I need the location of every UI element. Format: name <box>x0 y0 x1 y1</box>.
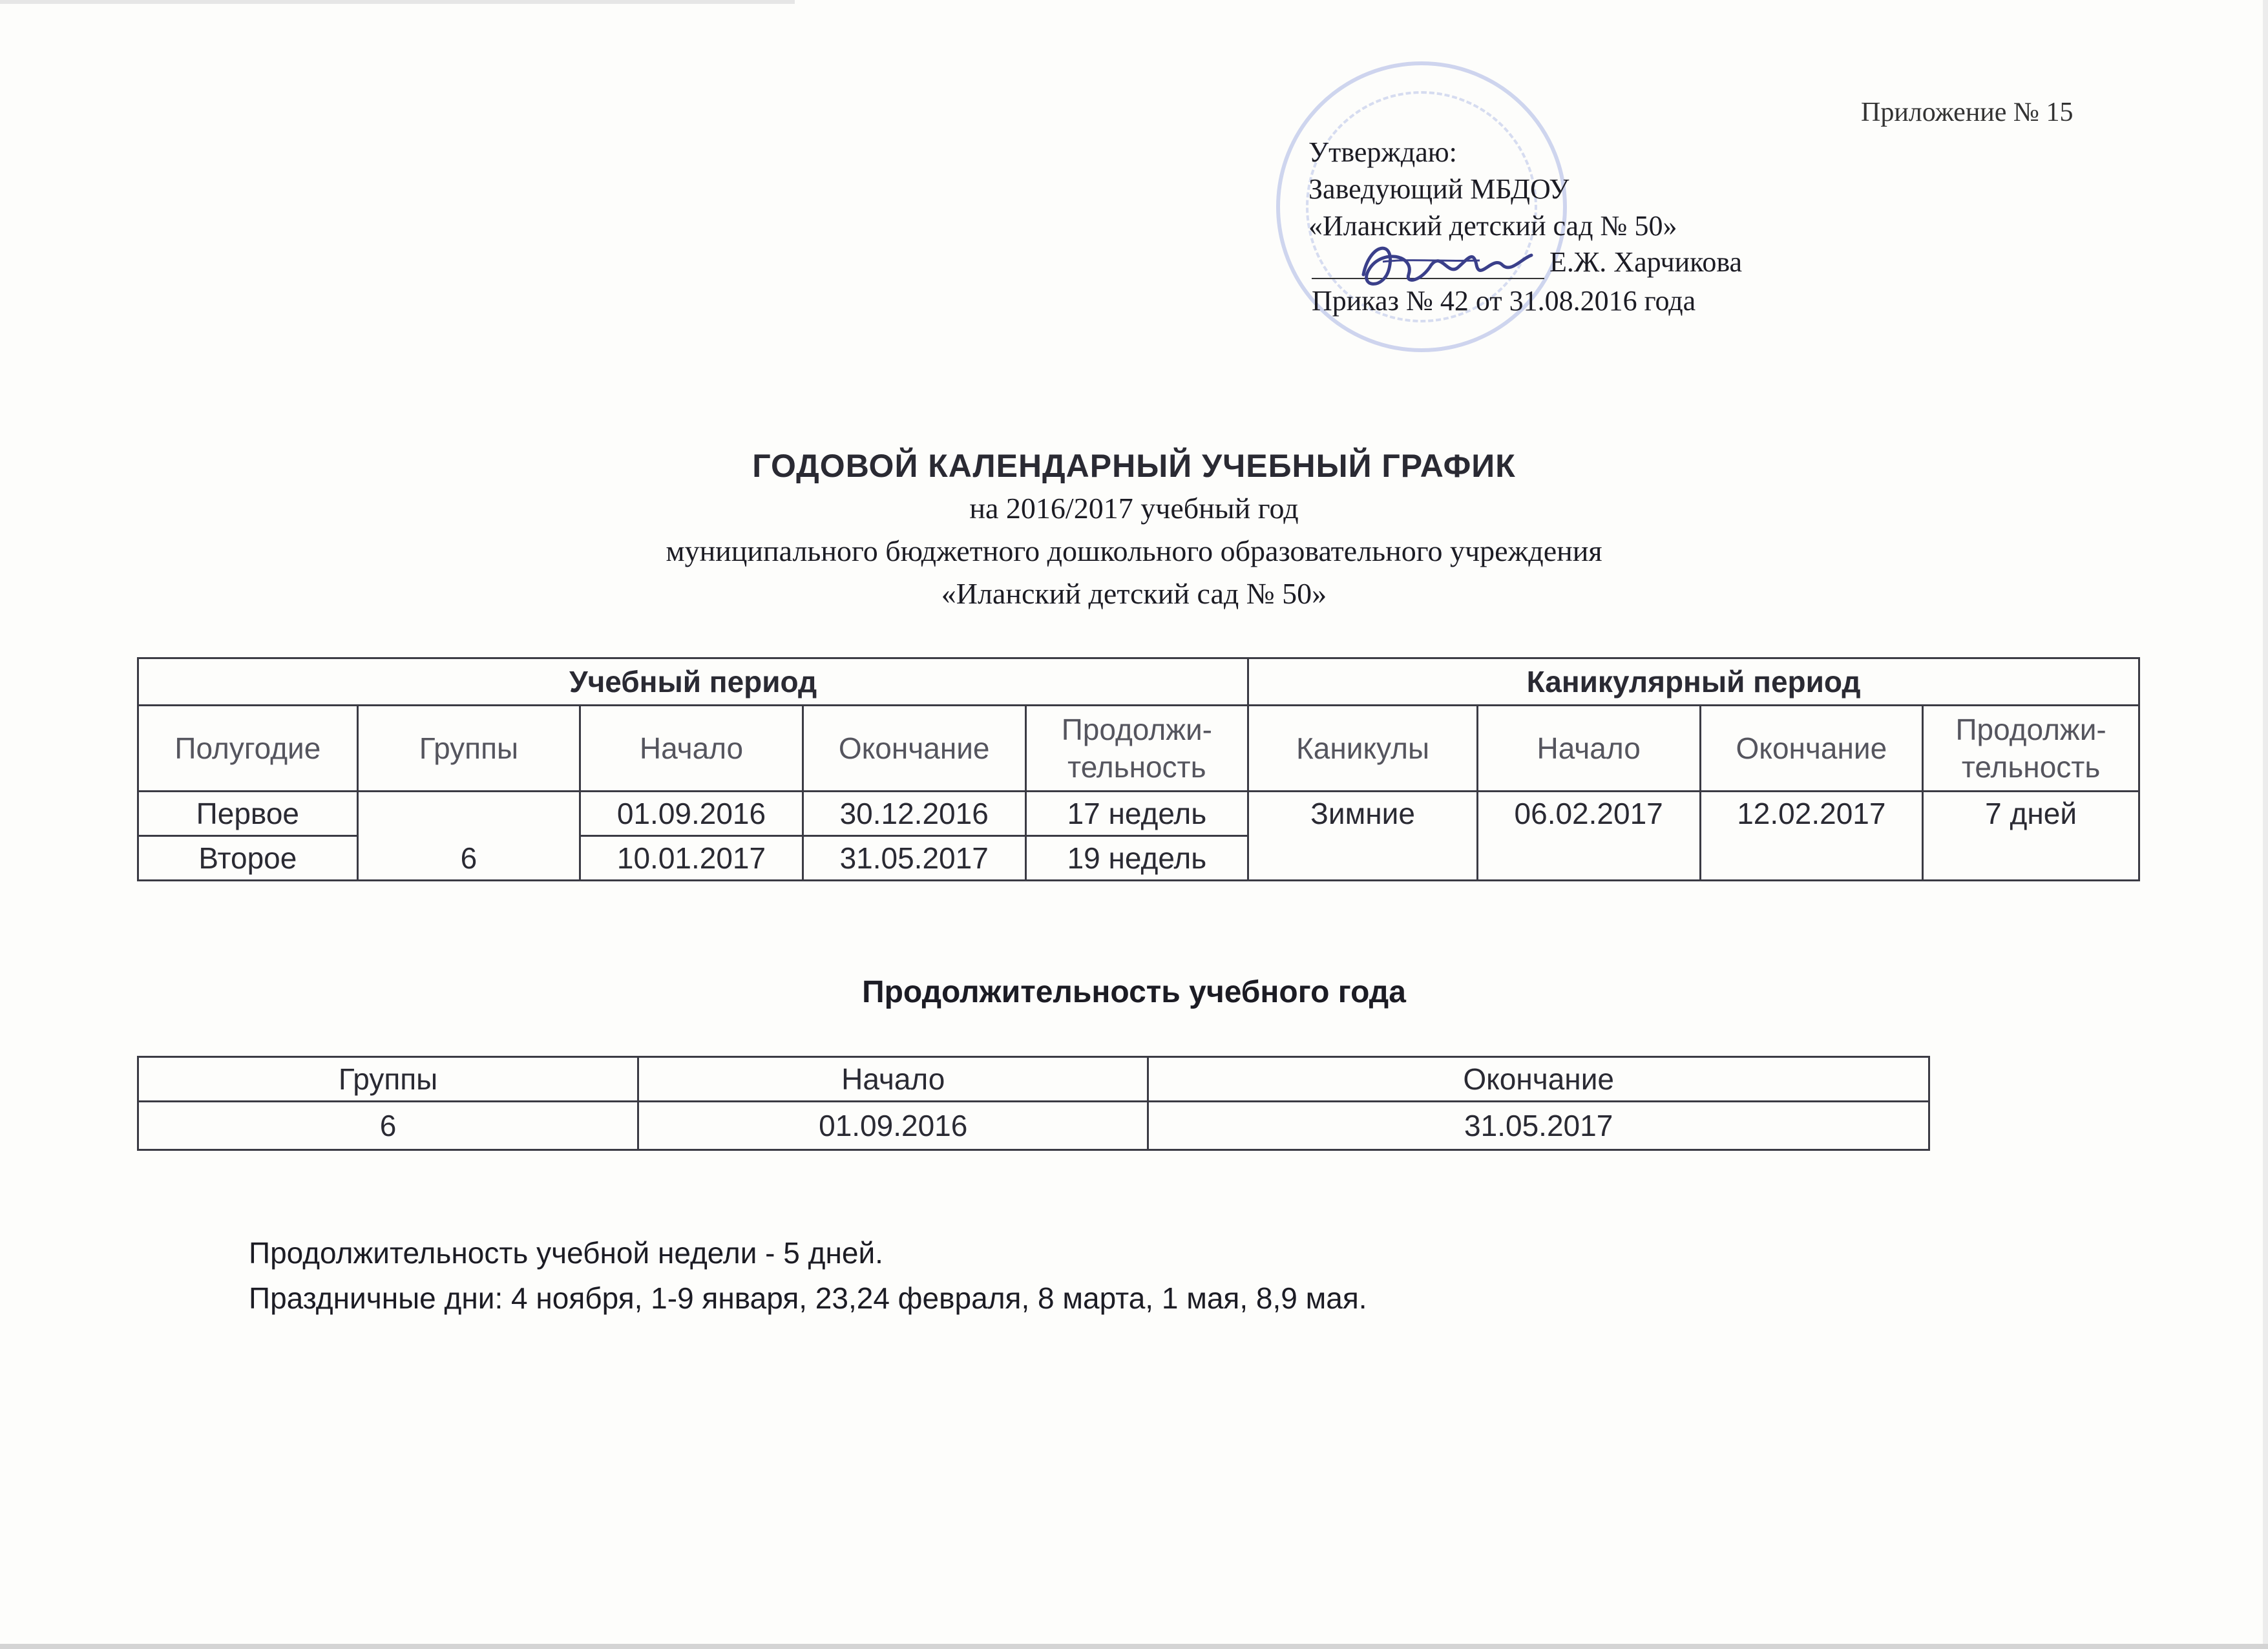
approval-order: Приказ № 42 от 31.08.2016 года <box>1312 285 1696 317</box>
end-date-cell: 30.12.2016 <box>803 792 1025 836</box>
half-year-cell: Второе <box>138 836 358 881</box>
schedule-group-header-row <box>138 658 2139 706</box>
column-header: Продолжи-тельность <box>1025 706 1248 792</box>
appendix-label: Приложение № 15 <box>1861 98 2074 127</box>
column-header: Окончание <box>1148 1057 1929 1102</box>
end-date-cell: 31.05.2017 <box>1148 1102 1929 1150</box>
approval-line-approve: Утверждаю: <box>1308 136 1457 168</box>
year-duration-table <box>137 1056 1930 1151</box>
column-header: Группы <box>138 1057 638 1102</box>
vacation-start-cell: 06.02.2017 <box>1477 792 1700 881</box>
document-subtitle-year: на 2016/2017 учебный год <box>969 492 1299 525</box>
scan-edge-top <box>0 0 795 4</box>
study-period-header: Учебный период <box>138 658 1248 706</box>
column-header: Начало <box>638 1057 1148 1102</box>
column-header: Начало <box>580 706 803 792</box>
document-title: ГОДОВОЙ КАЛЕНДАРНЫЙ УЧЕБНЫЙ ГРАФИК <box>752 448 1516 484</box>
column-header: Окончание <box>803 706 1025 792</box>
schedule-column-header-row <box>138 706 2139 792</box>
duration-cell: 19 недель <box>1025 836 1248 881</box>
duration-cell: 17 недель <box>1025 792 1248 836</box>
start-date-cell: 10.01.2017 <box>580 836 803 881</box>
column-header: Группы <box>357 706 580 792</box>
column-header: Полугодие <box>138 706 358 792</box>
note-holidays: Праздничные дни: 4 ноября, 1-9 января, 23,24 февраля, 8 марта, 1 мая, 8,9 мая. <box>249 1281 1367 1315</box>
column-header: Начало <box>1477 706 1700 792</box>
approval-line-position: Заведующий МБДОУ <box>1308 173 1570 205</box>
vacation-period-header: Каникулярный период <box>1248 658 2139 706</box>
scan-edge-bottom <box>0 1644 2268 1649</box>
vacation-name-cell: Зимние <box>1248 792 1478 881</box>
start-date-cell: 01.09.2016 <box>580 792 803 836</box>
scan-edge-right <box>2263 0 2268 1649</box>
end-date-cell: 31.05.2017 <box>803 836 1025 881</box>
groups-cell: 6 <box>138 1102 638 1150</box>
vacation-end-cell: 12.02.2017 <box>1700 792 1923 881</box>
column-header: Продолжи-тельность <box>1923 706 2139 792</box>
half-year-cell: Первое <box>138 792 358 836</box>
year-table-header-row <box>138 1057 1929 1102</box>
section-title-year-duration: Продолжительность учебного года <box>862 975 1406 1009</box>
note-week-duration: Продолжительность учебной недели - 5 дней. <box>249 1236 883 1270</box>
table-row <box>138 1102 1929 1150</box>
schedule-table <box>137 657 2140 881</box>
director-name: Е.Ж. Харчикова <box>1549 246 1743 278</box>
document-subtitle-name: «Иланский детский сад № 50» <box>941 577 1327 610</box>
start-date-cell: 01.09.2016 <box>638 1102 1148 1150</box>
approval-line-institution: «Иланский детский сад № 50» <box>1308 210 1677 242</box>
column-header: Окончание <box>1700 706 1923 792</box>
column-header: Каникулы <box>1248 706 1478 792</box>
vacation-duration-cell: 7 дней <box>1923 792 2139 881</box>
table-row <box>138 792 2139 836</box>
document-subtitle-type: муниципального бюджетного дошкольного образовательного учреждения <box>666 534 1602 567</box>
groups-cell: 6 <box>357 792 580 881</box>
